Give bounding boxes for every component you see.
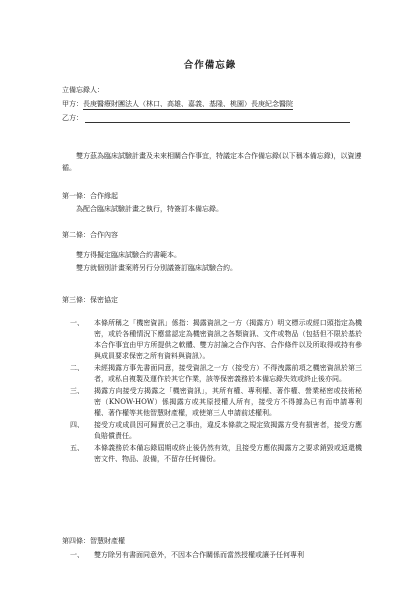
article2-heading: 第二條：合作內容 (62, 231, 118, 239)
article3-heading: 第三條：保密協定 (62, 296, 118, 304)
party-b-label: 乙方： (62, 114, 83, 122)
article2-line-2: 雙方就個別計畫案將另行分別議簽訂臨床試驗合約。 (76, 264, 237, 272)
article4-list (70, 550, 362, 562)
party-a-label: 甲方： (62, 100, 83, 108)
list-item: 五、 本條義務於本備忘錄屆期或終止後仍然有效，且接受方應依揭露方之要求銷毀或返還機密文件、物品、設備，不留存任何備份。 (70, 444, 362, 463)
party-b-blank (85, 115, 350, 123)
list-item: 四、 接受方或成員因可歸責於己之事由，違反本條款之規定致揭露方受有損害者，接受方應負賠償責任。 (70, 421, 362, 440)
article4-heading: 第四條：智慧財產權 (62, 537, 125, 545)
document-title: 合作備忘錄 (183, 60, 237, 71)
list-item: 三、 揭露方向接受方揭露之「機密資訊」，其所有權、專利權、著作權、營業秘密或技術秘密（KNOW-HOW）係揭露方或其原授權人所有，接受方不得據為已有而申請專利權、著作權等其他智慧財產權，或使第三人申請前述權利。 (70, 387, 362, 417)
article1-body: 為配合臨床試驗計畫之執行，特簽訂本備忘錄。 (76, 205, 223, 213)
list-item: 二、 未經揭露方事先書面同意，接受資訊之一方（接受方）不得洩露前項之機密資訊於第三者，或私自複製及運作於其它作業，該等保密義務於本備忘錄失效或終止後亦同。 (70, 364, 362, 383)
article1-heading: 第一條：合作緣起 (62, 192, 118, 200)
intro-paragraph: 雙方茲為臨床試驗計畫及未來相關合作事宜，特議定本合作備忘錄(以下稱本備忘錄)，以資遵循。 (62, 152, 362, 172)
signatories-label: 立備忘錄人： (62, 86, 104, 94)
article2-line-1: 雙方得擬定臨床試驗合約書範本。 (76, 251, 181, 259)
list-item: 一、 雙方除另有書面同意外，不因本合作關係而當然授權或讓予任何專利 (70, 551, 304, 559)
party-a-line (62, 100, 293, 109)
article3-list (70, 318, 362, 466)
list-item: 一、 本條所稱之「機密資訊」係指：揭露資訊之一方（揭露方）明文標示或經口頭指定為機密，或於各種情況下應當認定為機密資訊之各類資訊、文件或物品（包括但不限於基於本合作事宜由甲方所提供之軟體、雙方討論之合作內容、合作條件以及所取得或持有參與成員要求保密之所有資料與資訊）。 (70, 319, 362, 360)
party-b-line (62, 114, 350, 123)
party-a-name: 長庚醫療財團法人（林口、高雄、嘉義、基隆、桃園）長庚紀念醫院 (83, 100, 293, 108)
